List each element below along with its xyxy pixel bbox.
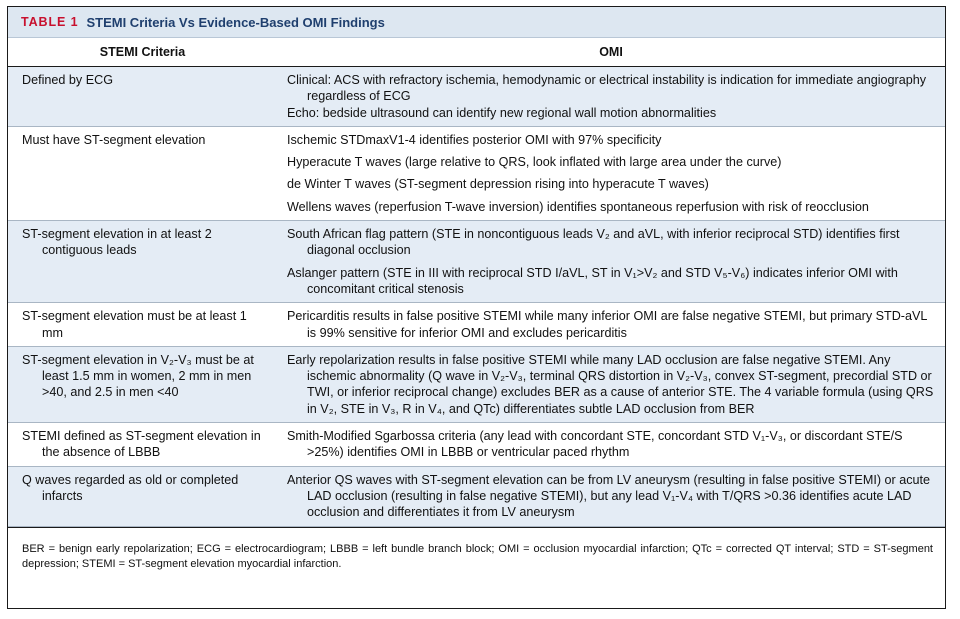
table-row [8,346,945,422]
omi-finding: Anterior QS waves with ST-segment elevation can be from LV aneurysm (resulting in false positive STEMI) or acute LAD occlusion (resulting in false negative STEMI), but any lead V₁-V₄ with T/QRS >0.36 identifies acute LAD occlusion and differentiates it from LV aneurysm [287,472,931,520]
criteria-table [8,38,945,527]
omi-finding: Wellens waves (reperfusion T-wave inversion) identifies spontaneous reperfusion with risk of reocclusion [287,199,869,214]
omi-finding: South African flag pattern (STE in noncontiguous leads V₂ and aVL, with inferior reciprocal STD) identifies first diagonal occlusion [287,227,900,258]
table-row [8,303,945,347]
omi-finding: Pericarditis results in false positive STEMI while many inferior OMI are false negative STEMI, but primary STD-aVL is 99% sensitive for inferior OMI and excludes pericarditis [287,309,927,340]
stemi-criterion: ST-segment elevation must be at least 1 mm [22,309,247,340]
omi-finding: Echo: bedside ultrasound can identify new regional wall motion abnormalities [287,105,717,120]
table-row [8,423,945,467]
omi-finding: Ischemic STDmaxV1-4 identifies posterior OMI with 97% specificity [287,132,662,147]
omi-finding: Smith-Modified Sgarbossa criteria (any lead with concordant STE, concordant STD V₁-V₃, or discordant STE/S >25%) identifies OMI in LBBB or ventricular paced rhythm [287,429,903,460]
table-row [8,126,945,220]
omi-finding: Early repolarization results in false positive STEMI while many LAD occlusion are false negative STEMI. Any ischemic abnormality (Q wave in V₂-V₃, terminal QRS distortion in V₂-V₃, convex ST-segment, precordial STD or TWI, or inferior reciprocal change) excludes BER as a cause of anterior STE. The 4 variable formula (using QRS in V₂, STE in V₃, R in V₄, and QTc) differentiates subtle LAD occlusion from BER [287,352,934,416]
column-header-stemi: STEMI Criteria [8,38,277,67]
stemi-criterion: ST-segment elevation in V₂-V₃ must be at least 1.5 mm in women, 2 mm in men >40, and 2.5 in men <40 [22,352,254,400]
stemi-criterion: Q waves regarded as old or completed infarcts [22,472,239,503]
table-row [8,67,945,127]
table-row [8,221,945,303]
omi-finding: Clinical: ACS with refractory ischemia, hemodynamic or electrical instability is indication for immediate angiography regardless of ECG [287,73,927,104]
stemi-criterion: ST-segment elevation in at least 2 contiguous leads [22,227,212,258]
table-container [7,6,946,609]
table-row [8,466,945,526]
stemi-criterion: Defined by ECG [22,73,113,87]
stemi-criterion: STEMI defined as ST-segment elevation in the absence of LBBB [22,429,261,460]
table-label: TABLE 1 [21,15,79,29]
table-footnote: BER = benign early repolarization; ECG = electrocardiogram; LBBB = left bundle branch block; OMI = occlusion myocardial infarction; QTc = corrected QT interval; STD = ST-segment depression; STEMI = ST-segment elevation myocardial infarction. [8,527,945,572]
table-title-bar [8,7,945,38]
stemi-criterion: Must have ST-segment elevation [22,132,206,147]
table-header-row [8,38,945,67]
table-title: STEMI Criteria Vs Evidence-Based OMI Findings [86,14,385,30]
omi-finding: Hyperacute T waves (large relative to QRS, look inflated with large area under the curve) [287,155,782,170]
omi-finding: de Winter T waves (ST-segment depression rising into hyperacute T waves) [287,177,709,192]
column-header-omi: OMI [277,38,945,67]
omi-finding: Aslanger pattern (STE in III with reciprocal STD I/aVL, ST in V₁>V₂ and STD V₅-V₆) indicates inferior OMI with concomitant critical stenosis [287,265,898,296]
